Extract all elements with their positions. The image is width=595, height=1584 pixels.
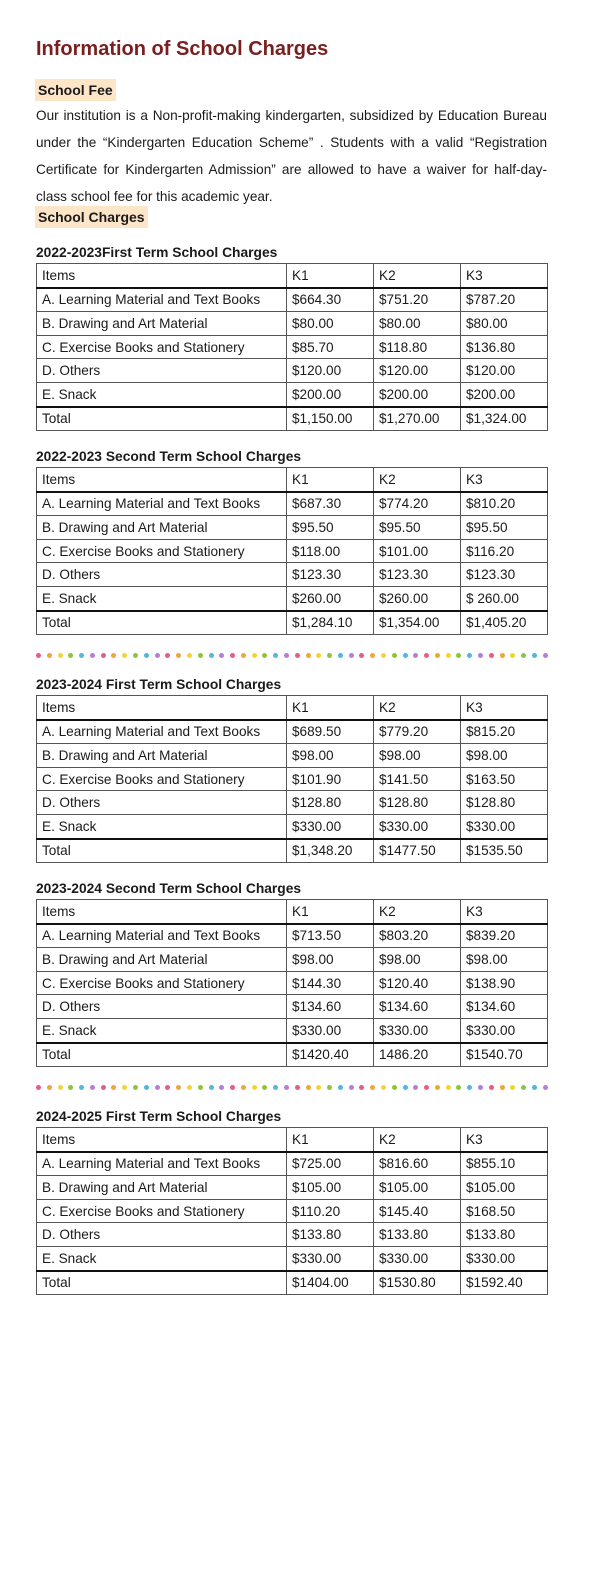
- item-name: A. Learning Material and Text Books: [37, 492, 287, 516]
- k1-value: $123.30: [287, 563, 374, 587]
- item-name: D. Others: [37, 791, 287, 815]
- divider-dot: [413, 1085, 418, 1090]
- item-name: D. Others: [37, 359, 287, 383]
- table-header-row: [37, 900, 548, 924]
- divider-dot: [122, 653, 127, 658]
- k2-value: $134.60: [374, 995, 461, 1019]
- term-title: 2023-2024 First Term School Charges: [36, 677, 282, 692]
- divider-dot: [79, 1085, 84, 1090]
- k1-value: $1420.40: [287, 1043, 374, 1067]
- k2-value: $816.60: [374, 1152, 461, 1176]
- divider-dot: [144, 1085, 149, 1090]
- table-row: [37, 767, 548, 791]
- table-row: [37, 995, 548, 1019]
- header-k1: K1: [287, 1128, 374, 1152]
- total-row: [37, 407, 548, 431]
- school-charges-label: School Charges: [35, 206, 148, 228]
- divider-dot: [349, 1085, 354, 1090]
- item-name: C. Exercise Books and Stationery: [37, 971, 287, 995]
- divider-dot: [467, 653, 472, 658]
- header-k1: K1: [287, 900, 374, 924]
- item-name: E. Snack: [37, 1246, 287, 1270]
- k1-value: $134.60: [287, 995, 374, 1019]
- charges-table: [36, 467, 548, 635]
- k2-value: $330.00: [374, 814, 461, 838]
- k1-value: $120.00: [287, 359, 374, 383]
- table-row: [37, 1152, 548, 1176]
- divider-dot: [101, 653, 106, 658]
- k1-value: $118.00: [287, 539, 374, 563]
- table-row: [37, 563, 548, 587]
- table-row: [37, 720, 548, 744]
- item-name: E. Snack: [37, 814, 287, 838]
- k1-value: $144.30: [287, 971, 374, 995]
- divider-dot: [403, 1085, 408, 1090]
- divider-dot: [122, 1085, 127, 1090]
- divider-dot: [381, 1085, 386, 1090]
- divider-dot: [47, 1085, 52, 1090]
- k2-value: $101.00: [374, 539, 461, 563]
- divider-dot: [424, 653, 429, 658]
- divider-dot: [58, 653, 63, 658]
- item-name: B. Drawing and Art Material: [37, 744, 287, 768]
- page-title: Information of School Charges: [36, 38, 329, 60]
- k2-value: $145.40: [374, 1199, 461, 1223]
- divider-dot: [252, 653, 257, 658]
- divider-dot: [47, 653, 52, 658]
- divider-dot: [273, 653, 278, 658]
- divider-dot: [370, 1085, 375, 1090]
- k1-value: $689.50: [287, 720, 374, 744]
- k2-value: $779.20: [374, 720, 461, 744]
- item-name: D. Others: [37, 995, 287, 1019]
- k2-value: $200.00: [374, 382, 461, 406]
- k3-value: $168.50: [461, 1199, 548, 1223]
- k2-value: $120.00: [374, 359, 461, 383]
- header-k3: K3: [461, 264, 548, 288]
- header-items: Items: [37, 264, 287, 288]
- item-name: A. Learning Material and Text Books: [37, 924, 287, 948]
- k3-value: $80.00: [461, 312, 548, 336]
- item-name: Total: [37, 1043, 287, 1067]
- divider-dot: [252, 1085, 257, 1090]
- divider-dot: [338, 653, 343, 658]
- k3-value: $128.80: [461, 791, 548, 815]
- divider-dot: [295, 653, 300, 658]
- divider-dot: [500, 1085, 505, 1090]
- divider-dot: [230, 653, 235, 658]
- table-row: [37, 744, 548, 768]
- divider-dot: [219, 653, 224, 658]
- k3-value: $330.00: [461, 1246, 548, 1270]
- header-k2: K2: [374, 1128, 461, 1152]
- table-row: [37, 359, 548, 383]
- k1-value: $260.00: [287, 586, 374, 610]
- total-row: [37, 1271, 548, 1295]
- k3-value: $98.00: [461, 948, 548, 972]
- k3-value: $330.00: [461, 814, 548, 838]
- item-name: D. Others: [37, 1223, 287, 1247]
- school-fee-label: School Fee: [35, 79, 116, 101]
- term-title: 2023-2024 Second Term School Charges: [36, 881, 302, 896]
- divider-dot: [68, 653, 73, 658]
- k3-value: $120.00: [461, 359, 548, 383]
- divider-dot: [209, 1085, 214, 1090]
- k1-value: $664.30: [287, 288, 374, 312]
- header-k3: K3: [461, 468, 548, 492]
- divider-dot: [144, 653, 149, 658]
- divider-dot: [273, 1085, 278, 1090]
- table-row: [37, 586, 548, 610]
- header-items: Items: [37, 696, 287, 720]
- table-row: [37, 539, 548, 563]
- term-title: 2024-2025 First Term School Charges: [36, 1109, 282, 1124]
- divider-dot: [101, 1085, 106, 1090]
- charges-table: [36, 899, 548, 1067]
- item-name: A. Learning Material and Text Books: [37, 720, 287, 744]
- item-name: E. Snack: [37, 1018, 287, 1042]
- header-k2: K2: [374, 696, 461, 720]
- divider-dot: [478, 1085, 483, 1090]
- item-name: B. Drawing and Art Material: [37, 948, 287, 972]
- divider-dot: [489, 1085, 494, 1090]
- k3-value: $1592.40: [461, 1271, 548, 1295]
- item-name: A. Learning Material and Text Books: [37, 1152, 287, 1176]
- divider-dot: [165, 1085, 170, 1090]
- k3-value: $133.80: [461, 1223, 548, 1247]
- k2-value: $260.00: [374, 586, 461, 610]
- item-name: Total: [37, 407, 287, 431]
- divider-dot: [176, 1085, 181, 1090]
- divider-dot: [68, 1085, 73, 1090]
- table-header-row: [37, 1128, 548, 1152]
- k3-value: $855.10: [461, 1152, 548, 1176]
- k2-value: $118.80: [374, 335, 461, 359]
- k1-value: $101.90: [287, 767, 374, 791]
- term-section: [36, 447, 548, 635]
- k1-value: $713.50: [287, 924, 374, 948]
- divider-dot: [36, 1085, 41, 1090]
- k2-value: $1530.80: [374, 1271, 461, 1295]
- k3-value: $200.00: [461, 382, 548, 406]
- k1-value: $85.70: [287, 335, 374, 359]
- divider-dot: [456, 1085, 461, 1090]
- divider-dot: [198, 1085, 203, 1090]
- k2-value: $1477.50: [374, 839, 461, 863]
- k2-value: $128.80: [374, 791, 461, 815]
- divider-dot: [381, 653, 386, 658]
- k1-value: $687.30: [287, 492, 374, 516]
- divider-dot: [219, 1085, 224, 1090]
- table-header-row: [37, 696, 548, 720]
- divider-dot: [155, 653, 160, 658]
- term-section: [36, 879, 548, 1067]
- divider-dot: [424, 1085, 429, 1090]
- header-k2: K2: [374, 468, 461, 492]
- k3-value: $1,405.20: [461, 611, 548, 635]
- item-name: B. Drawing and Art Material: [37, 516, 287, 540]
- item-name: Total: [37, 611, 287, 635]
- divider-dot: [446, 653, 451, 658]
- item-name: Total: [37, 1271, 287, 1295]
- total-row: [37, 1043, 548, 1067]
- table-row: [37, 971, 548, 995]
- divider-dot: [284, 1085, 289, 1090]
- divider-dot: [359, 1085, 364, 1090]
- header-k1: K1: [287, 696, 374, 720]
- divider-dot: [392, 1085, 397, 1090]
- k2-value: $330.00: [374, 1018, 461, 1042]
- divider-dot: [198, 653, 203, 658]
- k3-value: $134.60: [461, 995, 548, 1019]
- divider-dot: [403, 653, 408, 658]
- divider-dot: [58, 1085, 63, 1090]
- item-name: Total: [37, 839, 287, 863]
- divider-dot: [338, 1085, 343, 1090]
- divider-dot: [306, 653, 311, 658]
- divider-dot: [133, 653, 138, 658]
- item-name: A. Learning Material and Text Books: [37, 288, 287, 312]
- term-title: 2022-2023 Second Term School Charges: [36, 449, 302, 464]
- header-k3: K3: [461, 696, 548, 720]
- divider-dot: [316, 1085, 321, 1090]
- item-name: D. Others: [37, 563, 287, 587]
- k1-value: $725.00: [287, 1152, 374, 1176]
- divider-dot: [510, 653, 515, 658]
- k3-value: $1540.70: [461, 1043, 548, 1067]
- divider-dot: [435, 653, 440, 658]
- k1-value: $1,348.20: [287, 839, 374, 863]
- k3-value: $116.20: [461, 539, 548, 563]
- k3-value: $95.50: [461, 516, 548, 540]
- dotted-divider: [36, 1083, 548, 1091]
- item-name: E. Snack: [37, 586, 287, 610]
- divider-dot: [435, 1085, 440, 1090]
- table-row: [37, 924, 548, 948]
- school-fee-text: Our institution is a Non-profit-making kindergarten, subsidized by Education Bureau under the “Kindergarten Education Scheme” . Students with a valid “Registration Certificate for Kindergarten Admission” are allowed to have a waiver for half-day-class school fee for this academic year.: [36, 108, 547, 204]
- k1-value: $133.80: [287, 1223, 374, 1247]
- divider-dot: [111, 653, 116, 658]
- table-row: [37, 1223, 548, 1247]
- k1-value: $1,150.00: [287, 407, 374, 431]
- item-name: B. Drawing and Art Material: [37, 1176, 287, 1200]
- term-section: [36, 1107, 548, 1295]
- header-k2: K2: [374, 264, 461, 288]
- k3-value: $330.00: [461, 1018, 548, 1042]
- k1-value: $80.00: [287, 312, 374, 336]
- table-row: [37, 335, 548, 359]
- divider-dot: [392, 653, 397, 658]
- k3-value: $1535.50: [461, 839, 548, 863]
- charges-table: [36, 695, 548, 863]
- k2-value: $330.00: [374, 1246, 461, 1270]
- total-row: [37, 839, 548, 863]
- k2-value: $751.20: [374, 288, 461, 312]
- item-name: B. Drawing and Art Material: [37, 312, 287, 336]
- divider-dot: [349, 653, 354, 658]
- term-section: [36, 243, 548, 431]
- header-k1: K1: [287, 264, 374, 288]
- k3-value: $163.50: [461, 767, 548, 791]
- divider-dot: [532, 653, 537, 658]
- divider-dot: [543, 653, 548, 658]
- table-row: [37, 1018, 548, 1042]
- table-row: [37, 1176, 548, 1200]
- table-row: [37, 1199, 548, 1223]
- item-name: C. Exercise Books and Stationery: [37, 1199, 287, 1223]
- divider-dot: [359, 653, 364, 658]
- k2-value: $141.50: [374, 767, 461, 791]
- table-row: [37, 382, 548, 406]
- charges-table: [36, 1127, 548, 1295]
- divider-dot: [90, 653, 95, 658]
- divider-dot: [155, 1085, 160, 1090]
- divider-dot: [521, 1085, 526, 1090]
- divider-dot: [510, 1085, 515, 1090]
- divider-dot: [316, 653, 321, 658]
- k3-value: $810.20: [461, 492, 548, 516]
- divider-dot: [36, 653, 41, 658]
- table-header-row: [37, 468, 548, 492]
- divider-dot: [187, 1085, 192, 1090]
- divider-dot: [489, 653, 494, 658]
- table-row: [37, 791, 548, 815]
- table-row: [37, 516, 548, 540]
- header-k3: K3: [461, 900, 548, 924]
- k1-value: $330.00: [287, 1018, 374, 1042]
- k3-value: $136.80: [461, 335, 548, 359]
- divider-dot: [90, 1085, 95, 1090]
- k1-value: $330.00: [287, 814, 374, 838]
- table-row: [37, 814, 548, 838]
- table-row: [37, 312, 548, 336]
- k3-value: $105.00: [461, 1176, 548, 1200]
- item-name: C. Exercise Books and Stationery: [37, 539, 287, 563]
- divider-dot: [306, 1085, 311, 1090]
- item-name: C. Exercise Books and Stationery: [37, 767, 287, 791]
- divider-dot: [262, 1085, 267, 1090]
- divider-dot: [133, 1085, 138, 1090]
- k2-value: $774.20: [374, 492, 461, 516]
- divider-dot: [478, 653, 483, 658]
- k2-value: $120.40: [374, 971, 461, 995]
- divider-dot: [532, 1085, 537, 1090]
- header-k1: K1: [287, 468, 374, 492]
- k2-value: $803.20: [374, 924, 461, 948]
- divider-dot: [500, 653, 505, 658]
- header-items: Items: [37, 468, 287, 492]
- header-items: Items: [37, 1128, 287, 1152]
- divider-dot: [241, 1085, 246, 1090]
- k1-value: $1,284.10: [287, 611, 374, 635]
- table-header-row: [37, 264, 548, 288]
- k1-value: $98.00: [287, 948, 374, 972]
- k2-value: $80.00: [374, 312, 461, 336]
- k1-value: $128.80: [287, 791, 374, 815]
- k2-value: $1,270.00: [374, 407, 461, 431]
- divider-dot: [111, 1085, 116, 1090]
- divider-dot: [262, 653, 267, 658]
- divider-dot: [327, 653, 332, 658]
- k2-value: $95.50: [374, 516, 461, 540]
- k3-value: $138.90: [461, 971, 548, 995]
- header-items: Items: [37, 900, 287, 924]
- item-name: C. Exercise Books and Stationery: [37, 335, 287, 359]
- dotted-divider: [36, 651, 548, 659]
- k2-value: $133.80: [374, 1223, 461, 1247]
- divider-dot: [209, 653, 214, 658]
- k1-value: $105.00: [287, 1176, 374, 1200]
- k3-value: $787.20: [461, 288, 548, 312]
- divider-dot: [176, 653, 181, 658]
- k2-value: $98.00: [374, 948, 461, 972]
- k3-value: $1,324.00: [461, 407, 548, 431]
- divider-dot: [230, 1085, 235, 1090]
- k1-value: $330.00: [287, 1246, 374, 1270]
- total-row: [37, 611, 548, 635]
- k3-value: $98.00: [461, 744, 548, 768]
- divider-dot: [521, 653, 526, 658]
- divider-dot: [413, 653, 418, 658]
- k2-value: 1486.20: [374, 1043, 461, 1067]
- k3-value: $839.20: [461, 924, 548, 948]
- k1-value: $98.00: [287, 744, 374, 768]
- divider-dot: [543, 1085, 548, 1090]
- k3-value: $ 260.00: [461, 586, 548, 610]
- divider-dot: [165, 653, 170, 658]
- table-row: [37, 948, 548, 972]
- divider-dot: [446, 1085, 451, 1090]
- k3-value: $815.20: [461, 720, 548, 744]
- table-row: [37, 492, 548, 516]
- header-k3: K3: [461, 1128, 548, 1152]
- k1-value: $110.20: [287, 1199, 374, 1223]
- divider-dot: [327, 1085, 332, 1090]
- k2-value: $123.30: [374, 563, 461, 587]
- k2-value: $98.00: [374, 744, 461, 768]
- charges-table: [36, 263, 548, 431]
- term-section: [36, 675, 548, 863]
- divider-dot: [187, 653, 192, 658]
- table-row: [37, 1246, 548, 1270]
- divider-dot: [456, 653, 461, 658]
- header-k2: K2: [374, 900, 461, 924]
- divider-dot: [241, 653, 246, 658]
- k1-value: $1404.00: [287, 1271, 374, 1295]
- divider-dot: [295, 1085, 300, 1090]
- divider-dot: [79, 653, 84, 658]
- k1-value: $200.00: [287, 382, 374, 406]
- table-row: [37, 288, 548, 312]
- divider-dot: [284, 653, 289, 658]
- item-name: E. Snack: [37, 382, 287, 406]
- divider-dot: [467, 1085, 472, 1090]
- k2-value: $1,354.00: [374, 611, 461, 635]
- k2-value: $105.00: [374, 1176, 461, 1200]
- divider-dot: [370, 653, 375, 658]
- k1-value: $95.50: [287, 516, 374, 540]
- term-title: 2022-2023First Term School Charges: [36, 245, 278, 260]
- k3-value: $123.30: [461, 563, 548, 587]
